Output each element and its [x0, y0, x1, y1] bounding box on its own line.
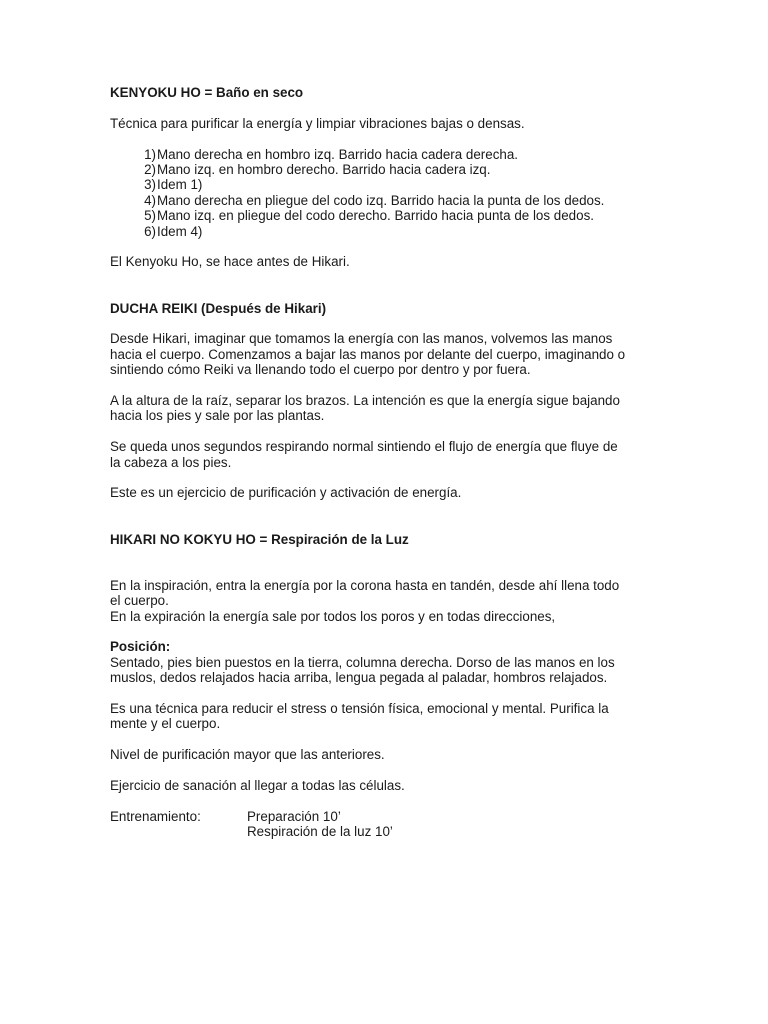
section-heading-ducha-reiki: DUCHA REIKI (Después de Hikari): [110, 300, 327, 316]
kenyoku-intro: Técnica para purificar la energía y limpiar vibraciones bajas o densas.: [110, 115, 525, 131]
list-item: 5) Mano izq. en pliegue del codo derecho. Barrido hacia punta de los dedos.: [144, 208, 594, 224]
training-label: Entrenamiento:: [110, 808, 201, 824]
document-page: [110, 85, 670, 840]
list-item: 6) Idem 4): [144, 223, 203, 239]
kenyoku-steps-list: [110, 147, 670, 239]
paragraph: Ejercicio de sanación al llegar a todas las células.: [110, 778, 405, 794]
paragraph: Nivel de purificación mayor que las anteriores.: [110, 747, 385, 763]
training-item: Respiración de la luz 10’: [247, 824, 393, 840]
list-item: 2) Mano izq. en hombro derecho. Barrido hacia cadera izq.: [144, 162, 491, 177]
position-label: Posición:: [110, 639, 171, 655]
section-heading-kenyoku: KENYOKU HO = Baño en seco: [110, 85, 304, 100]
list-item: 4) Mano derecha en pliegue del codo izq. Barrido hacia la punta de los dedos.: [144, 192, 605, 208]
list-item: 1) Mano derecha en hombro izq. Barrido hacia cadera derecha.: [144, 146, 519, 162]
paragraph: Sentado, pies bien puestos en la tierra, columna derecha. Dorso de las manos en los muslos, dedos relajados hacia arriba, lengua pegada al paladar, hombros relajados.: [110, 654, 615, 686]
training-items: [247, 809, 393, 840]
list-item: 3) Idem 1): [144, 177, 203, 193]
training-block: [110, 809, 670, 840]
section-heading-hikari-no-kokyu: HIKARI NO KOKYU HO = Respiración de la Luz: [110, 531, 409, 547]
paragraph: Se queda unos segundos respirando normal sintiendo el flujo de energía que fluye de la cabeza a los pies.: [110, 439, 618, 470]
paragraph: Es una técnica para reducir el stress o tensión física, emocional y mental. Purifica la mente y el cuerpo.: [110, 701, 609, 732]
paragraph: Desde Hikari, imaginar que tomamos la energía con las manos, volvemos las manos hacia el cuerpo. Comenzamos a bajar las manos por delante del cuerpo, imaginando o sintiendo cómo Reiki va llenando todo el cuerpo por dentro y por fuera.: [110, 331, 626, 378]
paragraph: En la inspiración, entra la energía por la corona hasta en tandén, desde ahí llena todo el cuerpo. En la expiración la energía sale por todos los poros y en todas direcciones,: [110, 577, 620, 624]
training-item: Preparación 10’: [247, 808, 341, 824]
paragraph: A la altura de la raíz, separar los brazos. La intención es que la energía sigue bajando hacia los pies y sale por las plantas.: [110, 393, 620, 424]
paragraph: Este es un ejercicio de purificación y activación de energía.: [110, 485, 462, 501]
kenyoku-note: El Kenyoku Ho, se hace antes de Hikari.: [110, 254, 350, 270]
